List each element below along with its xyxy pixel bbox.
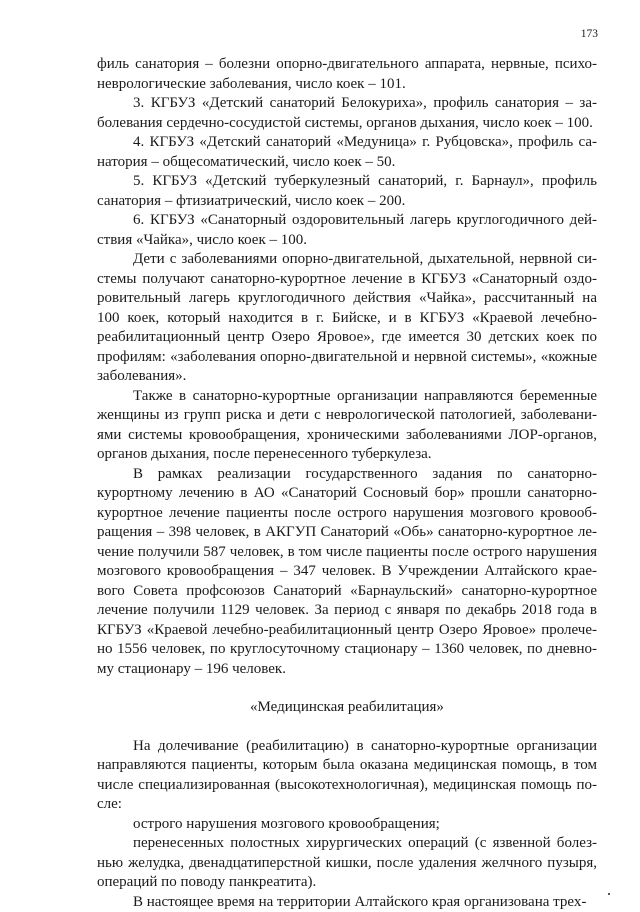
document-body bbox=[97, 55, 597, 912]
paragraph-item-4: 4. КГБУЗ «Детский санаторий «Медуница» г. Рубцовска», профиль санатория – общесоматический, число коек – 50. bbox=[97, 133, 597, 172]
paragraph-rehabilitation-intro: На долечивание (реабилитацию) в санаторно-курортные организации направляются пациенты, которым была оказана медицинская помощь, в том числе специализированная (высокотехнологичная), медицинская помощь после: bbox=[97, 737, 597, 815]
paragraph-item-3: 3. КГБУЗ «Детский санаторий Белокуриха», профиль санатория – заболевания сердечно-сосудистой системы, органов дыхания, число коек – 100. bbox=[97, 94, 597, 133]
page-number: 173 bbox=[581, 28, 598, 40]
paragraph-state-assignment: В рамках реализации государственного задания по санаторно-курортному лечению в АО «Санаторий Сосновый бор» прошли санаторно-курортное лечение пациенты после острого нарушения мозгового кровообращения – 398 человек, в АКГУП Санаторий «Обь» санаторно-курортное лечение получили 587 человек, в том числе пациенты после острого нарушения мозгового кровообращения – 347 человек. В Учреждении Алтайского краевого Совета профсоюзов Санаторий «Барнаульский» санаторно-курортное лечение получили 1129 человек. За период с января по декабрь 2018 года в КГБУЗ «Краевой лечебно-реабилитационный центр Озеро Яровое» пролечено 1556 человек, по круглосуточному стационару – 1360 человек, по дневному стационару – 196 человек. bbox=[97, 465, 597, 680]
paragraph-children-treatment: Дети с заболеваниями опорно-двигательной, дыхательной, нервной системы получают санаторно-курортное лечение в КГБУЗ «Санаторный оздоровительный лагерь круглогодичного действия «Чайка», рассчитанный на 100 коек, который находится в г. Бийске, и в КГБУЗ «Краевой лечебно-реабилитационный центр Озеро Яровое», где имеется 30 детских коек по профилям: «заболевания опорно-двигательной и нервной системы», «кожные заболевания». bbox=[97, 250, 597, 387]
paragraph-current-organization: В настоящее время на территории Алтайского края организована трех- bbox=[97, 893, 597, 912]
scan-speck bbox=[608, 893, 610, 895]
paragraph-continued: филь санатория – болезни опорно-двигательного аппарата, нервные, психоневрологические заболевания, число коек – 101. bbox=[97, 55, 597, 94]
list-item-surgery: перенесенных полостных хирургических операций (с язвенной болезнью желудка, двенадцатиперстной кишки, после удаления желчного пузыря, операций по поводу панкреатита). bbox=[97, 834, 597, 893]
section-title: «Медицинская реабилитация» bbox=[97, 698, 597, 718]
paragraph-item-5: 5. КГБУЗ «Детский туберкулезный санаторий, г. Барнаул», профиль санатория – фтизиатрический, число коек – 200. bbox=[97, 172, 597, 211]
paragraph-item-6: 6. КГБУЗ «Санаторный оздоровительный лагерь круглогодичного действия «Чайка», число коек – 100. bbox=[97, 211, 597, 250]
list-item-stroke: острого нарушения мозгового кровообращения; bbox=[97, 815, 597, 835]
paragraph-pregnant-women: Также в санаторно-курортные организации направляются беременные женщины из групп риска и дети с неврологической патологией, заболеваниями системы кровообращения, хроническими заболеваниями ЛОР-органов, органов дыхания, после перенесенного туберкулеза. bbox=[97, 387, 597, 465]
